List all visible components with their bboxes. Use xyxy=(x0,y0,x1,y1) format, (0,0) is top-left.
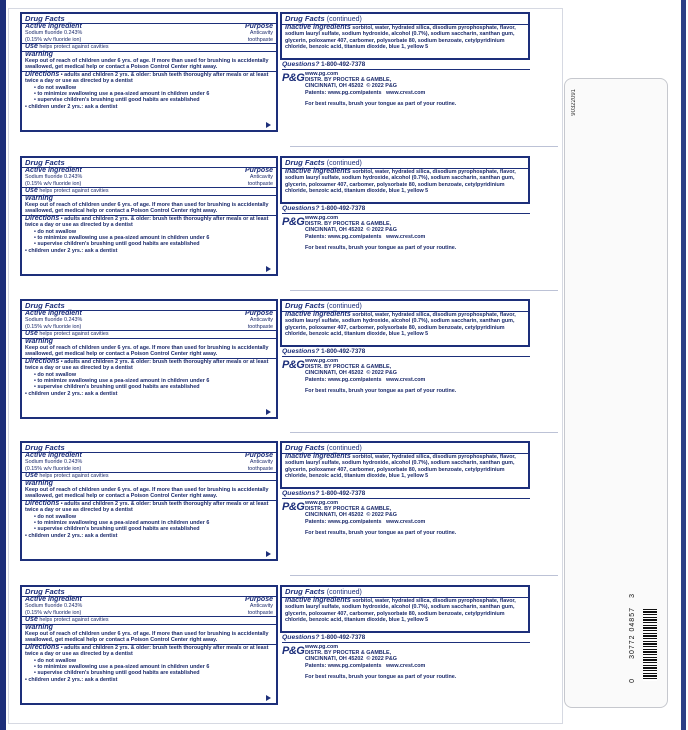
continued-label: (continued) xyxy=(326,445,362,452)
pg-distr: DISTR. BY PROCTER & GAMBLE, xyxy=(305,221,392,228)
active-ingredient-title: Active ingredient xyxy=(25,167,82,174)
directions-lead: • adults and children 2 yrs. & older: brush teeth thoroughly after meals or at least twice a day or use as directed by a dentist xyxy=(25,644,269,658)
directions-row xyxy=(22,645,276,658)
panel-divider xyxy=(290,575,558,576)
direction-item: • to minimize swallowing use a pea-sized amount in children under 6 xyxy=(34,91,210,98)
continue-arrow-icon xyxy=(266,551,271,557)
direction-item: • children under 2 yrs.: ask a dentist xyxy=(25,676,118,683)
pg-copyright: © 2022 P&G xyxy=(366,370,397,377)
pg-patents: Patents: www.pg.com/patents xyxy=(305,89,382,96)
purpose-title: Purpose xyxy=(244,167,273,174)
directions-row xyxy=(22,216,276,229)
inactive-text: sorbitol, water, hydrated silica, disodium pyrophosphate, flavor, sodium lauryl sulfate, sodium hydroxide, alcohol (0.7%), sodium saccharin, xanthan gum, glycerin, poloxamer 407, carbomer, polysorbate 80, sodium benzoate, cetylpyridinium chloride, benzoic acid, titanium dioxide, blue 1, yellow 5 xyxy=(285,169,516,195)
pg-patents: Patents: www.pg.com/patents xyxy=(305,233,382,240)
inactive-text: sorbitol, water, hydrated silica, disodium pyrophosphate, flavor, sodium lauryl sulfate, sodium hydroxide, alcohol (0.7%), sodium saccharin, xanthan gum, glycerin, poloxamer 407, carbomer, polysorbate 80, sodium benzoate, cetylpyridinium chloride, benzoic acid, titanium dioxide, blue 1, yellow 5 xyxy=(285,598,516,624)
directions-lead: • adults and children 2 yrs. & older: brush teeth thoroughly after meals or at least twice a day or use as directed by a dentist xyxy=(25,215,269,229)
drug-facts-continued-box xyxy=(280,156,530,204)
inactive-text: sorbitol, water, hydrated silica, disodium pyrophosphate, flavor, sodium lauryl sulfate, sodium hydroxide, alcohol (0.7%), sodium saccharin, xanthan gum, glycerin, poloxamer 407, carbomer, polysorbate 80, sodium benzoate, cetylpyridinium chloride, benzoic acid, titanium dioxide, blue 1, yellow 5 xyxy=(285,454,516,480)
use-text: helps protect against cavities xyxy=(39,188,109,195)
questions-row xyxy=(280,348,530,355)
pg-web: www.pg.com xyxy=(305,644,339,650)
fluoride-ion: (0.15% w/v fluoride ion) xyxy=(25,323,82,330)
questions-row xyxy=(280,634,530,641)
inactive-title: Inactive ingredients xyxy=(285,597,351,604)
drug-facts-continued-box xyxy=(280,12,530,60)
pg-patents-row xyxy=(305,90,425,96)
drug-facts-continued-box xyxy=(280,441,530,489)
pg-info xyxy=(305,500,425,525)
pg-web: www.pg.com xyxy=(305,215,339,221)
questions-phone: 1-800-492-7378 xyxy=(321,490,366,497)
use-text: helps protect against cavities xyxy=(39,331,109,338)
questions-title: Questions? xyxy=(282,634,320,641)
pg-distr: DISTR. BY PROCTER & GAMBLE, xyxy=(305,506,392,513)
inactive-row xyxy=(282,312,528,338)
tab-code: 90322091 xyxy=(571,89,577,116)
continued-title-row xyxy=(282,14,528,24)
inactive-text: sorbitol, water, hydrated silica, disodium pyrophosphate, flavor, sodium lauryl sulfate, sodium hydroxide, alcohol (0.7%), sodium saccharin, xanthan gum, glycerin, poloxamer 407, carbomer, polysorbate 80, sodium benzoate, cetylpyridinium chloride, benzoic acid, titanium dioxide, blue 1, yellow 5 xyxy=(285,312,516,338)
crest-web: www.crest.com xyxy=(385,518,426,525)
active-ingredient-title: Active ingredient xyxy=(25,23,82,30)
pg-patents: Patents: www.pg.com/patents xyxy=(305,376,382,383)
inactive-title: Inactive ingredients xyxy=(285,168,351,175)
active-ingredient-title: Active ingredient xyxy=(25,310,82,317)
sodium-fluoride: Sodium fluoride 0.243% xyxy=(25,459,83,466)
pg-web: www.pg.com xyxy=(305,71,339,77)
toothpaste: toothpaste xyxy=(247,609,273,616)
continue-arrow-icon xyxy=(266,266,271,272)
continued-title: Drug Facts xyxy=(285,301,325,310)
drug-facts-continued-box xyxy=(280,585,530,633)
direction-item: • supervise children's brushing until good habits are established xyxy=(34,241,200,248)
pg-copyright: © 2022 P&G xyxy=(366,227,397,234)
drug-facts-title: Drug Facts xyxy=(25,14,65,23)
use-title: Use xyxy=(25,616,38,624)
continued-title: Drug Facts xyxy=(285,443,325,452)
continued-title-row xyxy=(282,158,528,168)
drug-facts-panel xyxy=(20,156,530,279)
sodium-fluoride: Sodium fluoride 0.243% xyxy=(25,30,83,37)
crest-web: www.crest.com xyxy=(385,376,426,383)
drug-facts-continued-box xyxy=(280,299,530,347)
toothpaste: toothpaste xyxy=(247,323,273,330)
direction-item: • supervise children's brushing until good habits are established xyxy=(34,670,200,677)
crest-web: www.crest.com xyxy=(385,89,426,96)
pg-logo: P&G xyxy=(282,216,305,228)
pg-distr: DISTR. BY PROCTER & GAMBLE, xyxy=(305,77,392,84)
anticavity: Anticavity xyxy=(249,30,273,37)
direction-item: • children under 2 yrs.: ask a dentist xyxy=(25,103,118,110)
pg-info xyxy=(305,358,425,383)
use-text: helps protect against cavities xyxy=(39,44,109,51)
questions-phone: 1-800-492-7378 xyxy=(321,348,366,355)
direction-item: • do not swallow xyxy=(34,84,77,91)
divider xyxy=(282,213,530,214)
directions-lead: • adults and children 2 yrs. & older: brush teeth thoroughly after meals or at least twice a day or use as directed by a dentist xyxy=(25,500,269,514)
drug-facts-box xyxy=(20,585,278,705)
best-results-text: For best results, brush your tongue as part of your routine. xyxy=(305,388,457,394)
use-title: Use xyxy=(25,187,38,195)
pg-patents-row xyxy=(305,234,425,240)
warning-title: Warning xyxy=(25,194,53,202)
continued-label: (continued) xyxy=(326,589,362,596)
toothpaste: toothpaste xyxy=(247,36,273,43)
fluoride-ion: (0.15% w/v fluoride ion) xyxy=(25,180,82,187)
pg-city: CINCINNATI, OH 45202 xyxy=(305,512,364,519)
pg-city: CINCINNATI, OH 45202 xyxy=(305,227,364,234)
panel-divider xyxy=(290,432,558,433)
pg-patents-row xyxy=(305,519,425,525)
pg-city: CINCINNATI, OH 45202 xyxy=(305,656,364,663)
direction-item: • to minimize swallowing use a pea-sized amount in children under 6 xyxy=(34,520,210,527)
inactive-title: Inactive ingredients xyxy=(285,311,351,318)
continued-label: (continued) xyxy=(326,160,362,167)
direction-item: • do not swallow xyxy=(34,513,77,520)
sodium-fluoride: Sodium fluoride 0.243% xyxy=(25,174,83,181)
continued-title: Drug Facts xyxy=(285,158,325,167)
drug-facts-title: Drug Facts xyxy=(25,443,65,452)
pg-city: CINCINNATI, OH 45202 xyxy=(305,83,364,90)
continued-title-row xyxy=(282,301,528,311)
warning-title: Warning xyxy=(25,479,53,487)
fluoride-ion: (0.15% w/v fluoride ion) xyxy=(25,36,82,43)
continued-title: Drug Facts xyxy=(285,14,325,23)
side-tab xyxy=(564,78,668,708)
best-results-text: For best results, brush your tongue as part of your routine. xyxy=(305,101,457,107)
right-edge xyxy=(681,0,686,730)
sodium-fluoride: Sodium fluoride 0.243% xyxy=(25,317,83,324)
upc-last-digit: 3 xyxy=(629,594,636,598)
directions-title: Directions xyxy=(25,214,60,222)
left-edge xyxy=(0,0,6,730)
pg-logo: P&G xyxy=(282,72,305,84)
active-ingredient-title: Active ingredient xyxy=(25,596,82,603)
questions-title: Questions? xyxy=(282,61,320,68)
purpose-title: Purpose xyxy=(244,23,273,30)
directions-row xyxy=(22,501,276,514)
divider xyxy=(282,642,530,643)
pg-patents-row xyxy=(305,377,425,383)
drug-facts-panel xyxy=(20,441,530,564)
continue-arrow-icon xyxy=(266,122,271,128)
pg-web: www.pg.com xyxy=(305,500,339,506)
direction-item: • supervise children's brushing until good habits are established xyxy=(34,384,200,391)
continue-arrow-icon xyxy=(266,695,271,701)
direction-item: • to minimize swallowing use a pea-sized amount in children under 6 xyxy=(34,664,210,671)
anticavity: Anticavity xyxy=(249,174,273,181)
inactive-row xyxy=(282,454,528,480)
pg-patents-row xyxy=(305,663,425,669)
best-results-text: For best results, brush your tongue as part of your routine. xyxy=(305,530,457,536)
directions-title: Directions xyxy=(25,70,60,78)
inactive-title: Inactive ingredients xyxy=(285,24,351,31)
crest-web: www.crest.com xyxy=(385,233,426,240)
warning-text: Keep out of reach of children under 6 yrs. of age. If more than used for brushing is accidentally swallowed, get medical help or contact a Poison Control Center right away. xyxy=(25,58,269,71)
anticavity: Anticavity xyxy=(249,317,273,324)
direction-item: • do not swallow xyxy=(34,371,77,378)
panel-divider xyxy=(290,146,558,147)
questions-title: Questions? xyxy=(282,205,320,212)
inactive-title: Inactive ingredients xyxy=(285,453,351,460)
questions-row xyxy=(280,490,530,497)
pg-info xyxy=(305,644,425,669)
purpose-title: Purpose xyxy=(244,310,273,317)
direction-item: • supervise children's brushing until good habits are established xyxy=(34,97,200,104)
warning-title: Warning xyxy=(25,337,53,345)
divider xyxy=(282,498,530,499)
direction-item: • children under 2 yrs.: ask a dentist xyxy=(25,532,118,539)
purpose-title: Purpose xyxy=(244,596,273,603)
use-text: helps protect against cavities xyxy=(39,617,109,624)
directions-lead: • adults and children 2 yrs. & older: brush teeth thoroughly after meals or at least twice a day or use as directed by a dentist xyxy=(25,71,269,85)
pg-copyright: © 2022 P&G xyxy=(366,512,397,519)
drug-facts-box xyxy=(20,156,278,276)
pg-city: CINCINNATI, OH 45202 xyxy=(305,370,364,377)
use-title: Use xyxy=(25,330,38,338)
pg-patents: Patents: www.pg.com/patents xyxy=(305,662,382,669)
purpose-title: Purpose xyxy=(244,452,273,459)
questions-phone: 1-800-492-7378 xyxy=(321,205,366,212)
pg-logo: P&G xyxy=(282,359,305,371)
pg-distr: DISTR. BY PROCTER & GAMBLE, xyxy=(305,650,392,657)
anticavity: Anticavity xyxy=(249,603,273,610)
best-results-text: For best results, brush your tongue as part of your routine. xyxy=(305,674,457,680)
continued-label: (continued) xyxy=(326,16,362,23)
best-results-text: For best results, brush your tongue as part of your routine. xyxy=(305,245,457,251)
questions-phone: 1-800-492-7378 xyxy=(321,634,366,641)
directions-title: Directions xyxy=(25,643,60,651)
drug-facts-title: Drug Facts xyxy=(25,158,65,167)
questions-row xyxy=(280,205,530,212)
fluoride-ion: (0.15% w/v fluoride ion) xyxy=(25,465,82,472)
directions-title: Directions xyxy=(25,357,60,365)
inactive-row xyxy=(282,169,528,195)
questions-title: Questions? xyxy=(282,490,320,497)
pg-info xyxy=(305,71,425,96)
drug-facts-title: Drug Facts xyxy=(25,301,65,310)
continued-title-row xyxy=(282,587,528,597)
drug-facts-box xyxy=(20,12,278,132)
direction-item: • children under 2 yrs.: ask a dentist xyxy=(25,247,118,254)
continued-title: Drug Facts xyxy=(285,587,325,596)
direction-item: • do not swallow xyxy=(34,657,77,664)
drug-facts-box xyxy=(20,299,278,419)
pg-patents: Patents: www.pg.com/patents xyxy=(305,518,382,525)
upc-first-digit: 0 xyxy=(629,679,636,683)
warning-text: Keep out of reach of children under 6 yrs. of age. If more than used for brushing is accidentally swallowed, get medical help or contact a Poison Control Center right away. xyxy=(25,202,269,215)
pg-logo: P&G xyxy=(282,645,305,657)
warning-text: Keep out of reach of children under 6 yrs. of age. If more than used for brushing is accidentally swallowed, get medical help or contact a Poison Control Center right away. xyxy=(25,345,269,358)
use-text: helps protect against cavities xyxy=(39,473,109,480)
direction-item: • children under 2 yrs.: ask a dentist xyxy=(25,390,118,397)
sodium-fluoride: Sodium fluoride 0.243% xyxy=(25,603,83,610)
panel-divider xyxy=(290,290,558,291)
warning-text: Keep out of reach of children under 6 yrs. of age. If more than used for brushing is accidentally swallowed, get medical help or contact a Poison Control Center right away. xyxy=(25,487,269,500)
continued-title-row xyxy=(282,443,528,453)
inactive-row xyxy=(282,25,528,51)
warning-title: Warning xyxy=(25,623,53,631)
warning-text: Keep out of reach of children under 6 yrs. of age. If more than used for brushing is accidentally swallowed, get medical help or contact a Poison Control Center right away. xyxy=(25,631,269,644)
direction-item: • to minimize swallowing use a pea-sized amount in children under 6 xyxy=(34,378,210,385)
questions-phone: 1-800-492-7378 xyxy=(321,61,366,68)
crest-web: www.crest.com xyxy=(385,662,426,669)
continued-label: (continued) xyxy=(326,303,362,310)
directions-lead: • adults and children 2 yrs. & older: brush teeth thoroughly after meals or at least twice a day or use as directed by a dentist xyxy=(25,358,269,372)
divider xyxy=(282,356,530,357)
toothpaste: toothpaste xyxy=(247,465,273,472)
drug-facts-panel xyxy=(20,12,530,135)
pg-web: www.pg.com xyxy=(305,358,339,364)
pg-copyright: © 2022 P&G xyxy=(366,83,397,90)
warning-title: Warning xyxy=(25,50,53,58)
direction-item: • do not swallow xyxy=(34,228,77,235)
inactive-text: sorbitol, water, hydrated silica, disodium pyrophosphate, flavor, sodium lauryl sulfate, sodium hydroxide, alcohol (0.7%), sodium saccharin, xanthan gum, glycerin, poloxamer 407, carbomer, polysorbate 80, sodium benzoate, cetylpyridinium chloride, benzoic acid, titanium dioxide, blue 1, yellow 5 xyxy=(285,25,516,51)
direction-item: • supervise children's brushing until good habits are established xyxy=(34,526,200,533)
upc-number: 30772 04857 xyxy=(629,607,636,659)
pg-logo: P&G xyxy=(282,501,305,513)
questions-title: Questions? xyxy=(282,348,320,355)
drug-facts-panel xyxy=(20,585,530,708)
drug-facts-panel xyxy=(20,299,530,422)
inactive-row xyxy=(282,598,528,624)
use-title: Use xyxy=(25,43,38,51)
direction-item: • to minimize swallowing use a pea-sized amount in children under 6 xyxy=(34,235,210,242)
questions-row xyxy=(280,61,530,68)
use-title: Use xyxy=(25,472,38,480)
drug-facts-title: Drug Facts xyxy=(25,587,65,596)
continue-arrow-icon xyxy=(266,409,271,415)
divider xyxy=(282,69,530,70)
drug-facts-box xyxy=(20,441,278,561)
pg-copyright: © 2022 P&G xyxy=(366,656,397,663)
directions-row xyxy=(22,359,276,372)
pg-info xyxy=(305,215,425,240)
active-ingredient-title: Active ingredient xyxy=(25,452,82,459)
toothpaste: toothpaste xyxy=(247,180,273,187)
directions-title: Directions xyxy=(25,499,60,507)
barcode xyxy=(643,609,657,681)
pg-distr: DISTR. BY PROCTER & GAMBLE, xyxy=(305,364,392,371)
anticavity: Anticavity xyxy=(249,459,273,466)
directions-row xyxy=(22,72,276,85)
fluoride-ion: (0.15% w/v fluoride ion) xyxy=(25,609,82,616)
